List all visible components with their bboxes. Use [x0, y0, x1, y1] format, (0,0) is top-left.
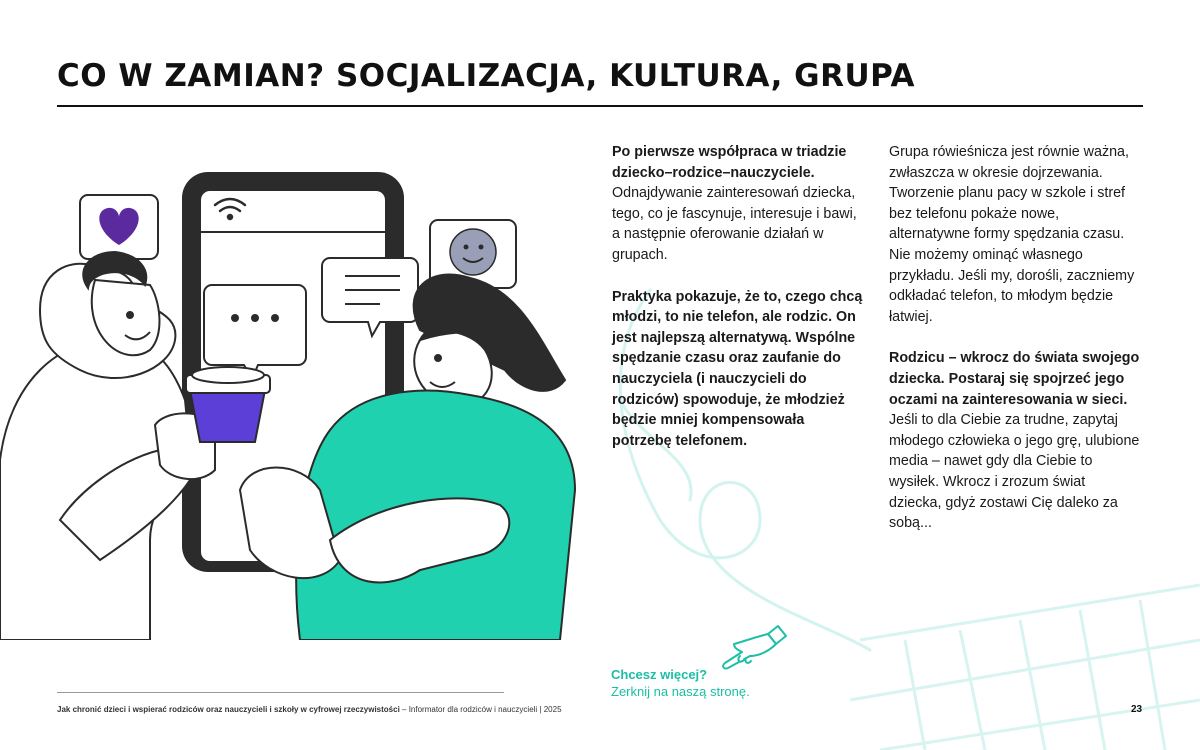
paragraph-lead: Po pierwsze współpraca w triadzie dziecko–rodzice–nauczyciele.	[612, 144, 847, 181]
page-number: 23	[1131, 704, 1143, 715]
page-title: CO W ZAMIAN? SOCJALIZACJA, KULTURA, GRUPA	[57, 58, 916, 94]
illustration	[0, 160, 590, 640]
footer	[57, 705, 562, 714]
website-link[interactable]: Zerknij na naszą stronę.	[611, 684, 750, 699]
footer-title: Jak chronić dzieci i wspierać rodziców oraz nauczycieli i szkoły w cyfrowej rzeczywistości	[57, 705, 400, 714]
paragraph-text: Jeśli to dla Ciebie za trudne, zapytaj młodego człowieka o jego grę, ulubione media – nawet gdy dla Ciebie to wysiłek. Wkrocz i zrozum świat dziecka, gdyż zostawi Cię daleko za sobą...	[889, 412, 1140, 532]
paragraph-text: Odnajdywanie zainteresowań dziecka, tego, co je fascynuje, interesuje i bawi, a następnie oferowanie działań w grupach.	[612, 185, 857, 263]
text-column-left	[612, 142, 864, 472]
typing-bubble-icon	[204, 285, 306, 379]
paragraph-bold: Praktyka pokazuje, że to, czego chcą młodzi, to nie telefon, ale rodzic. On jest najlepszą alternatywą. Wspólne spędzanie czasu oraz zaufanie do nauczyciela (i nauczycieli do rodziców) spowoduje, że młodzież będzie mniej kompensowała potrzebę telefonem.	[612, 288, 863, 449]
paragraph-lead: Rodzicu – wkrocz do świata swojego dziecka. Postaraj się spojrzeć jego oczami na zainteresowania w sieci.	[889, 350, 1140, 408]
more-link-block[interactable]	[611, 666, 750, 700]
text-column-right	[889, 142, 1141, 555]
paragraph	[612, 287, 864, 452]
paragraph	[889, 142, 1141, 327]
footer-divider	[57, 692, 504, 693]
paragraph	[612, 142, 864, 266]
title-divider	[57, 105, 1143, 107]
paragraph	[889, 348, 1141, 533]
footer-subtitle: – Informator dla rodziców i nauczycieli | 2025	[399, 705, 562, 714]
paragraph-text: Grupa rówieśnicza jest równie ważna, zwłaszcza w okresie dojrzewania. Tworzenie planu pacy w szkole i stref bez telefonu pokaże nowe, alternatywne formy spędzania czasu. Nie możemy ominąć własnego przykładu. Jeśli my, dorośli, zaczniemy odkładać telefon, to młodym będzie łatwiej.	[889, 144, 1135, 325]
more-heading: Chcesz więcej?	[611, 667, 708, 682]
